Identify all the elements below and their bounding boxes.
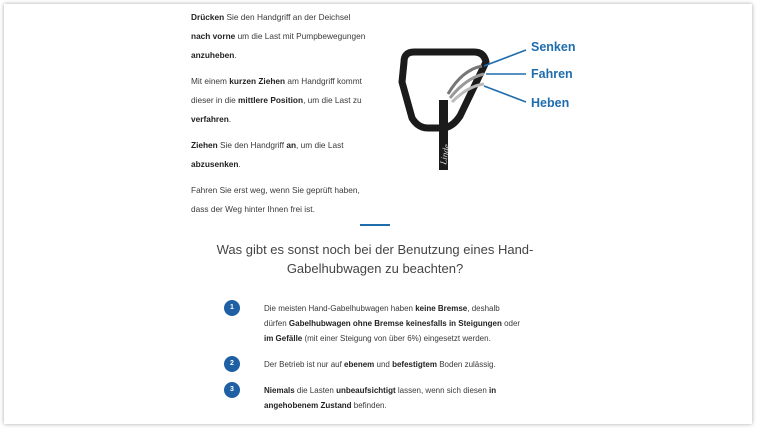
text-run: die Lasten: [294, 386, 337, 395]
section-divider: [360, 224, 390, 226]
emphasis-text: anzuheben: [191, 50, 235, 60]
emphasis-text: keine Bremse: [415, 304, 468, 313]
emphasis-text: unbeaufsichtigt: [336, 386, 396, 395]
emphasis-text: Gabelhubwagen ohne Bremse keinesfalls in Steigungen: [288, 319, 502, 328]
instruction-text: [191, 8, 366, 226]
label-fahren: Fahren: [531, 67, 573, 81]
emphasis-text: befestigtem: [392, 360, 437, 369]
emphasis-text: abzusenken: [191, 159, 239, 169]
instruction-paragraph-1: [191, 8, 366, 65]
step-item-2: [224, 356, 524, 372]
text-run: Der Betrieb ist nur auf: [264, 360, 345, 369]
text-run: Sie den Handgriff: [217, 140, 287, 150]
emphasis-text: kurzen Ziehen: [229, 76, 286, 86]
text-run: Boden zulässig.: [436, 360, 496, 369]
text-run: Die meisten Hand-Gabelhubwagen haben: [264, 304, 416, 313]
handle-illustration: [390, 30, 590, 180]
steps-list: [224, 300, 524, 423]
text-run: , deshalb dürfen: [264, 304, 500, 328]
emphasis-text: mittlere Position: [238, 95, 304, 105]
step-text: [264, 300, 524, 346]
text-run: (mit einer Steigung von über 6%) eingesetzt werden.: [302, 334, 491, 343]
text-run: Fahren Sie erst weg, wenn Sie geprüft haben, dass der Weg hinter Ihnen frei ist.: [191, 185, 360, 214]
emphasis-text: an: [286, 140, 297, 150]
emphasis-text: Niemals: [264, 386, 295, 395]
step-number-badge: 2: [224, 356, 240, 372]
text-run: um die Last mit Pumpbewegungen: [235, 31, 366, 41]
brand-logo: Linde: [438, 143, 452, 166]
step-number-badge: 1: [224, 300, 240, 316]
instruction-paragraph-2: [191, 72, 366, 129]
text-run: .: [234, 50, 237, 60]
label-senken: Senken: [531, 40, 576, 54]
text-run: Mit einem: [191, 76, 230, 86]
text-run: Sie den Handgriff an der Deichsel: [224, 12, 351, 22]
section-title: Was gibt es sonst noch bei der Benutzung eines Hand-Gabelhubwagen zu beachten?: [216, 242, 534, 276]
emphasis-text: nach vorne: [191, 31, 236, 41]
emphasis-text: im Gefälle: [264, 334, 303, 343]
text-run: oder: [501, 319, 521, 328]
instruction-paragraph-4: [191, 181, 366, 219]
text-run: am Handgriff kommt dieser in die: [191, 76, 362, 105]
emphasis-text: ebenem: [344, 360, 375, 369]
text-run: , um die Last: [296, 140, 344, 150]
instruction-paragraph-3: [191, 136, 366, 174]
step-item-1: [224, 300, 524, 346]
step-number-badge: 3: [224, 382, 240, 398]
text-run: befinden.: [351, 401, 387, 410]
emphasis-text: Drücken: [191, 12, 225, 22]
emphasis-text: in angehobenem Zustand: [264, 386, 497, 410]
label-heben: Heben: [531, 96, 570, 110]
text-run: und: [374, 360, 393, 369]
text-run: lassen, wenn sich diesen: [395, 386, 490, 395]
text-run: , um die Last zu: [303, 95, 362, 105]
emphasis-text: verfahren: [191, 114, 229, 124]
text-run: .: [228, 114, 232, 124]
step-text: [264, 382, 524, 413]
text-run: .: [238, 159, 241, 169]
emphasis-text: Ziehen: [191, 140, 218, 150]
step-item-3: [224, 382, 524, 413]
step-text: [264, 356, 524, 372]
